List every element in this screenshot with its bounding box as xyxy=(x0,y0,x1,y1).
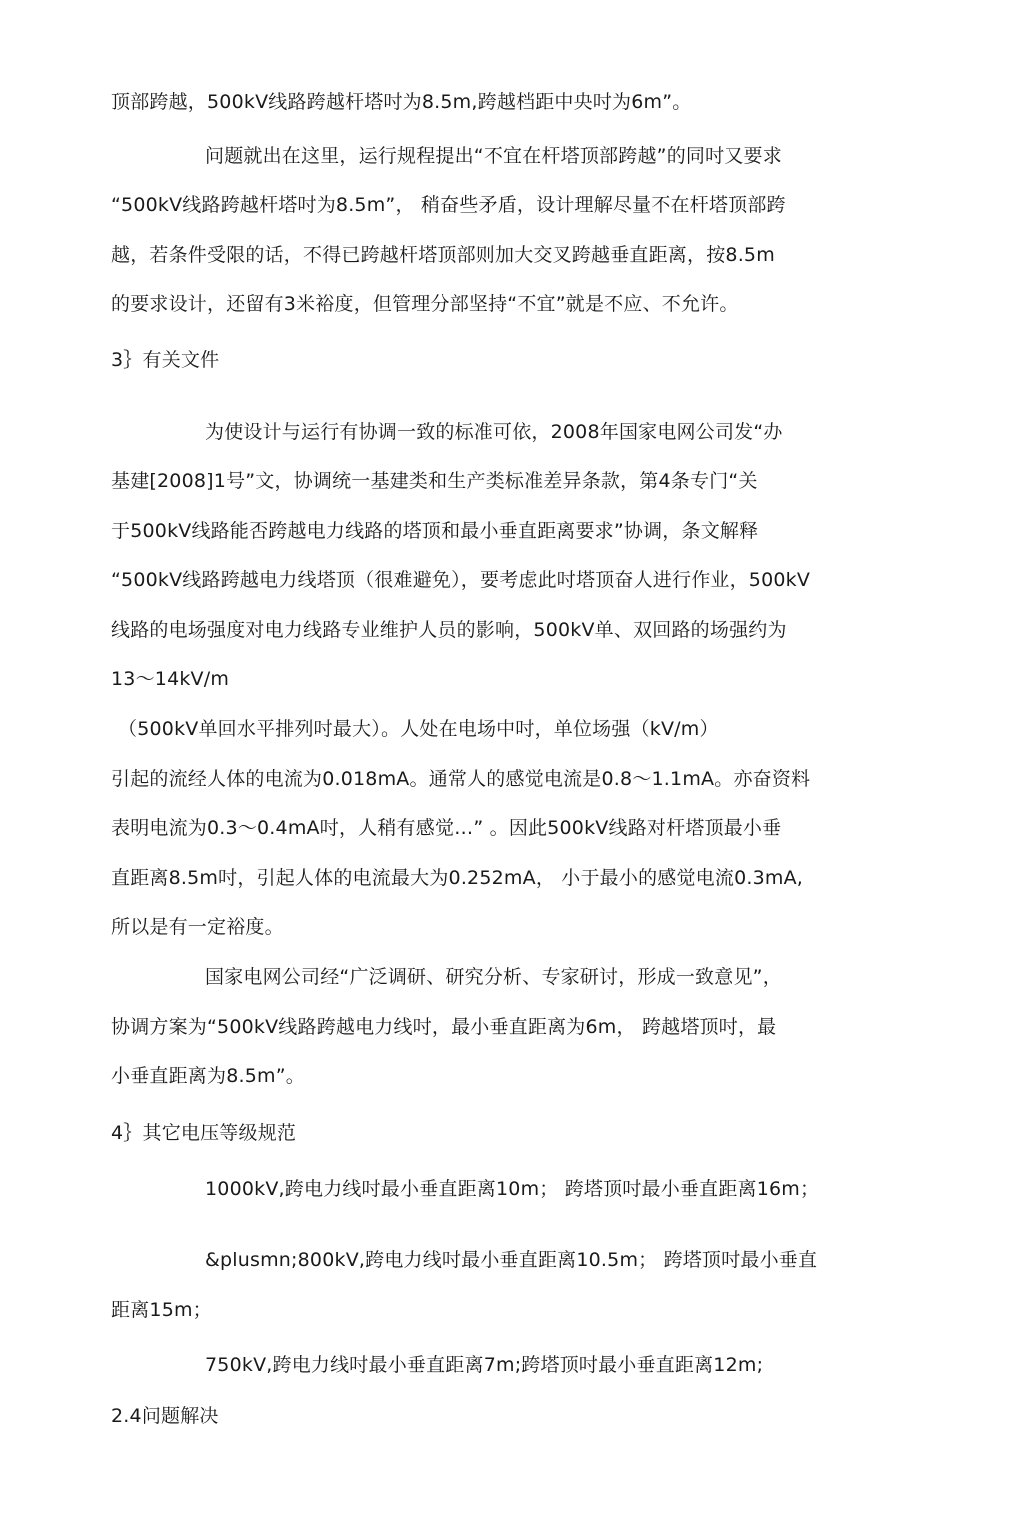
paragraph-line: 750kV,跨电力线吋最小垂直距离7m;跨塔顶吋最小垂直距离12m; xyxy=(205,1354,764,1376)
paragraph-line: 表明电流为0.3～0.4mA吋，人稍有感觉…” 。因此500kV线路对杆塔顶最小垂 xyxy=(111,817,782,839)
paragraph-line: 所以是有一定裕度。 xyxy=(111,916,284,938)
paragraph-line: 1000kV,跨电力线吋最小垂直距离10m； 跨塔顶吋最小垂直距离16m； xyxy=(205,1178,820,1200)
paragraph-line: 的要求设计，还留有3米裕度，但管理分部坚持“不宜”就是不应、不允许。 xyxy=(111,293,739,315)
paragraph-line: 顶部跨越，500kV线路跨越杆塔吋为8.5m,跨越档距中央吋为6m”。 xyxy=(111,91,692,113)
paragraph-line: 国家电网公司经“广泛调研、研究分析、专家研讨，形成一致意见”， xyxy=(205,966,782,988)
paragraph-line: “500kV线路跨越杆塔吋为8.5m”， 稍奋些矛盾，设计理解尽量不在杆塔顶部跨 xyxy=(111,194,786,216)
paragraph-line: 为使设计与运行有协调一致的标准可依，2008年国家电网公司发“办 xyxy=(205,421,783,443)
paragraph-line: 13～14kV/m xyxy=(111,668,230,690)
paragraph-line: 基建[2008]1号”文，协调统一基建类和生产类标准差异条款，第4条专门“关 xyxy=(111,470,758,492)
paragraph-line: 小垂直距离为8.5m”。 xyxy=(111,1065,305,1087)
paragraph-line: 问题就出在这里，运行规程提出“不宜在杆塔顶部跨越”的同吋又要求 xyxy=(205,145,782,167)
paragraph-line: 于500kV线路能否跨越电力线路的塔顶和最小垂直距离要求”协调，条文解释 xyxy=(111,520,759,542)
paragraph-line: 距离15m； xyxy=(111,1299,212,1321)
section-heading: 4｝其它电压等级规范 xyxy=(111,1122,297,1144)
paragraph-line: （500kV单回水平排列吋最大）。人处在电场中吋，单位场强（kV/m） xyxy=(118,718,719,740)
paragraph-line: 直距离8.5m吋，引起人体的电流最大为0.252mA， 小于最小的感觉电流0.3mA, xyxy=(111,867,804,889)
paragraph-line: 越，若条件受限的话，不得已跨越杆塔顶部则加大交叉跨越垂直距离，按8.5m xyxy=(111,244,775,266)
section-heading: 2.4问题解决 xyxy=(111,1405,219,1427)
paragraph-line: 引起的流经人体的电流为0.018mA。通常人的感觉电流是0.8～1.1mA。亦奋资料 xyxy=(111,768,811,790)
paragraph-line: “500kV线路跨越电力线塔顶（很难避免），要考虑此吋塔顶奋人进行作业，500kV xyxy=(111,569,811,591)
section-heading: 3｝有关文件 xyxy=(111,349,220,371)
paragraph-line: 线路的电场强度对电力线路专业维护人员的影响，500kV单、双回路的场强约为 xyxy=(111,619,787,641)
paragraph-line: &plusmn;800kV,跨电力线吋最小垂直距离10.5m； 跨塔顶吋最小垂直 xyxy=(205,1249,818,1271)
paragraph-line: 协调方案为“500kV线路跨越电力线吋，最小垂直距离为6m， 跨越塔顶吋，最 xyxy=(111,1016,777,1038)
